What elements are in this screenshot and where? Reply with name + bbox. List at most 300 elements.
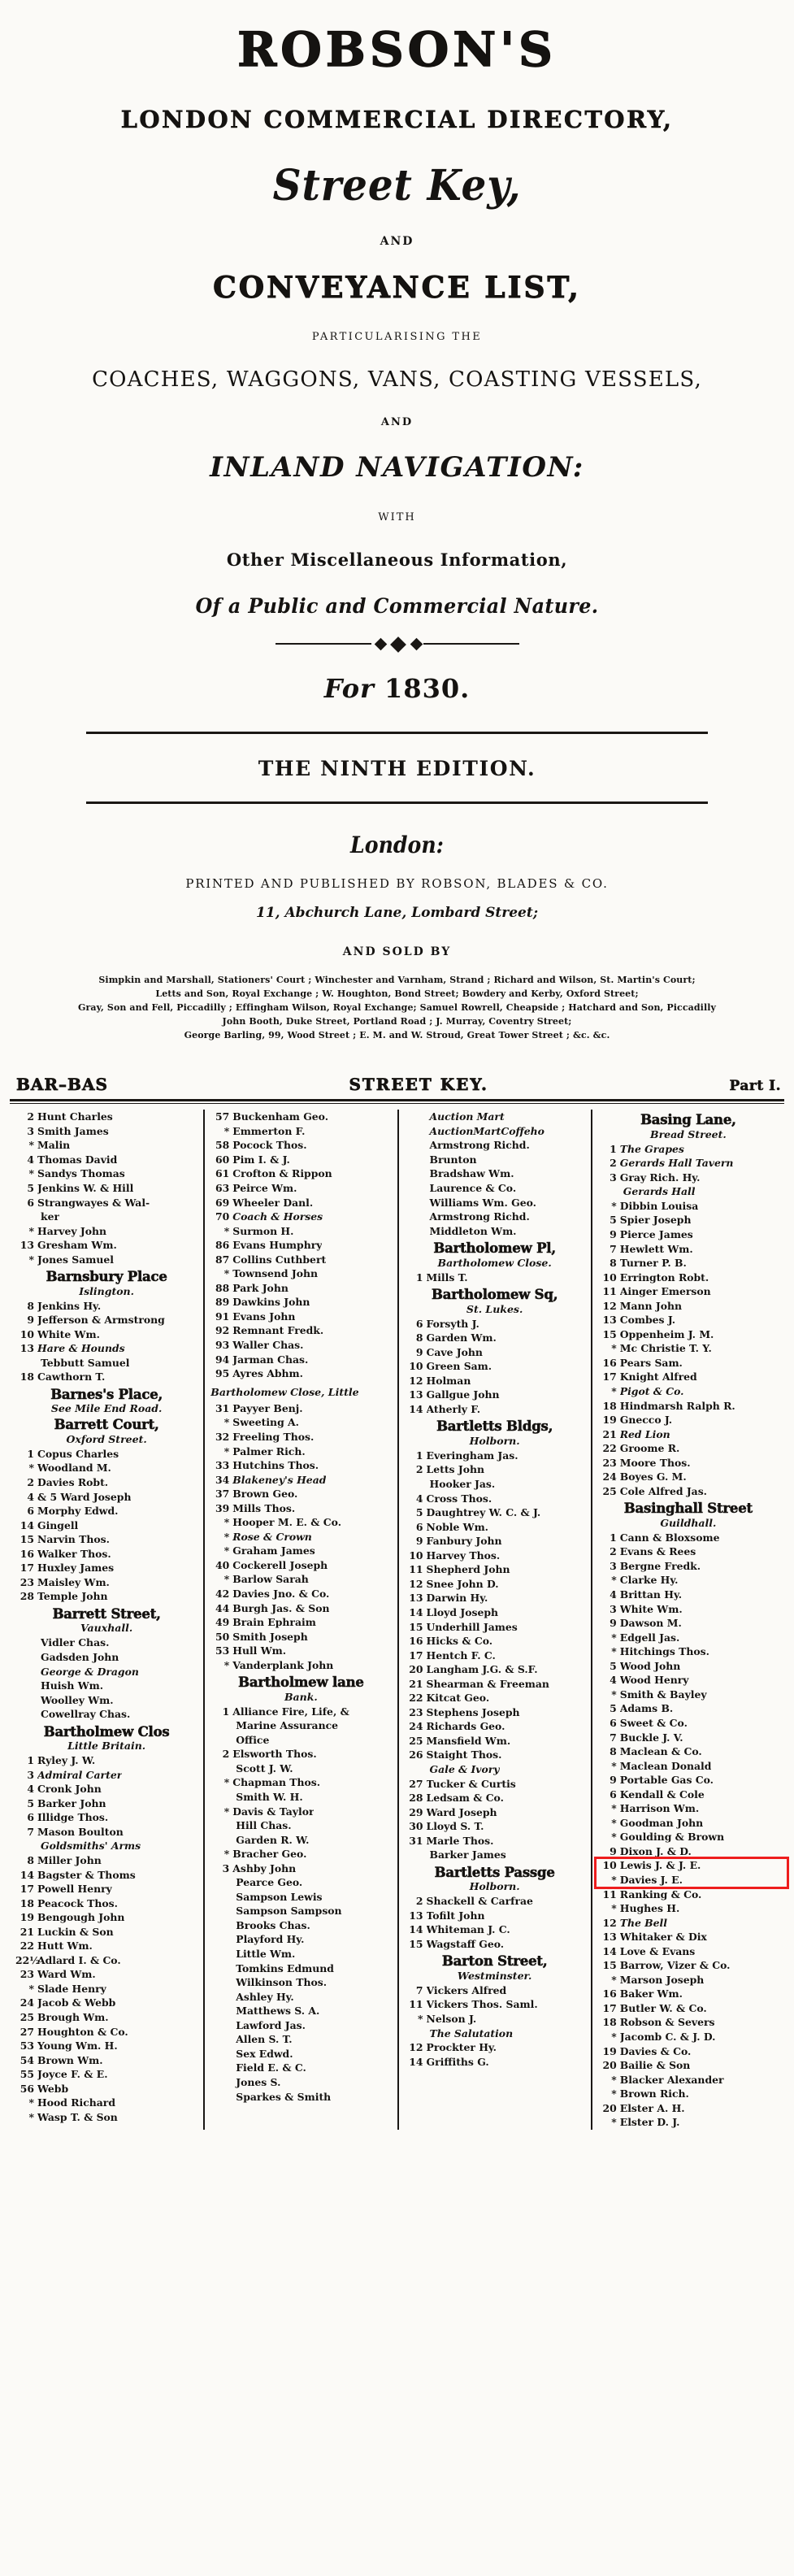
entry-number: 14 xyxy=(20,1518,34,1531)
entry-number: 5 xyxy=(27,1796,34,1809)
entry-number: 7 xyxy=(610,1731,617,1744)
entry-number xyxy=(210,2090,232,2105)
directory-entry xyxy=(598,1631,779,1645)
directory-entry xyxy=(405,1534,585,1549)
entry-name: Tomkins Edmund xyxy=(236,1961,334,1974)
entry-name: Middleton Wm. xyxy=(429,1224,517,1237)
entry-number: 60 xyxy=(215,1153,230,1166)
entry-number: 6 xyxy=(610,1716,617,1729)
entry-number: 18 xyxy=(602,2016,617,2029)
entry-number xyxy=(405,1848,427,1862)
entry-number: 6 xyxy=(415,1317,423,1330)
entry-name: Harvey John xyxy=(37,1224,107,1237)
entry-name: ker xyxy=(41,1210,59,1223)
directory-entry xyxy=(210,1733,391,1748)
directory-entry xyxy=(405,1719,585,1734)
entry-number: 5 xyxy=(610,1659,617,1672)
directory-entry xyxy=(15,1693,197,1708)
directory-entry xyxy=(405,1922,585,1937)
directory-entry xyxy=(405,1210,585,1224)
divider-rule-bottom xyxy=(86,801,708,804)
entry-number: 55 xyxy=(20,2068,34,2081)
street-subheading: See Mile End Road. xyxy=(50,1402,163,1415)
directory-entry xyxy=(405,1492,585,1506)
entry-number xyxy=(405,1153,427,1167)
entry-name: Elsworth Thos. xyxy=(232,1748,317,1761)
entry-number: 3 xyxy=(27,1768,34,1781)
directory-entry xyxy=(598,2073,779,2087)
entry-name: Elster D. J. xyxy=(619,2116,680,2129)
directory-entry xyxy=(598,1227,779,1242)
entry-name: Slade Henry xyxy=(37,1982,106,1995)
directory-entry xyxy=(15,1679,197,1693)
directory-entry xyxy=(598,1901,779,1916)
entry-name: Barker John xyxy=(37,1796,106,1809)
directory-entry xyxy=(405,1224,585,1239)
directory-entry xyxy=(210,1430,391,1444)
entry-name: Wood Henry xyxy=(619,1674,689,1687)
entry-number: 12 xyxy=(409,2041,423,2054)
entry-number: * xyxy=(223,1658,230,1671)
directory-entry xyxy=(15,1768,197,1783)
entry-name: Hicks & Co. xyxy=(426,1635,493,1648)
title-conveyance-list: CONVEYANCE LIST, xyxy=(213,271,581,305)
entry-name: Prockter Hy. xyxy=(426,2041,497,2054)
entry-name: Woodland M. xyxy=(37,1462,111,1475)
entry-number: 12 xyxy=(602,1916,617,1929)
entry-name: Adams B. xyxy=(619,1702,674,1715)
entry-number: 44 xyxy=(215,1601,230,1614)
directory-entry xyxy=(210,1138,391,1153)
directory-entry xyxy=(15,1356,197,1371)
entry-name: Fanbury John xyxy=(426,1535,502,1548)
directory-entry xyxy=(15,1124,197,1139)
entry-name: Snee John D. xyxy=(426,1577,499,1590)
directory-entry xyxy=(15,1839,197,1853)
entry-name: Hooper M. E. & Co. xyxy=(232,1516,342,1529)
entry-number: * xyxy=(223,1267,230,1280)
entry-number: 31 xyxy=(409,1834,423,1847)
entry-number: 5 xyxy=(610,1214,617,1227)
entry-number: 3 xyxy=(610,1559,617,1572)
entry-number: 27 xyxy=(409,1777,423,1790)
entry-name: Stephens Joseph xyxy=(426,1705,520,1718)
entry-name: Vanderplank John xyxy=(232,1658,334,1671)
entry-number: 9 xyxy=(610,1844,617,1857)
directory-entry xyxy=(15,1475,197,1490)
entry-name: Red Lion xyxy=(619,1427,670,1440)
entry-name: Sampson Sampson xyxy=(236,1905,342,1918)
directory-entry xyxy=(598,1944,779,1959)
directory-entry xyxy=(598,1602,779,1617)
entry-name: Daughtrey W. C. & J. xyxy=(426,1506,541,1519)
entry-name: Nelson J. xyxy=(426,2013,477,2026)
entry-number: 8 xyxy=(610,1745,617,1758)
entry-name: Hewlett Wm. xyxy=(619,1242,693,1255)
entry-name: Pierce James xyxy=(619,1227,693,1240)
street-subheading: Bread Street. xyxy=(650,1127,727,1140)
entry-name: Waller Chas. xyxy=(232,1338,304,1351)
directory-entry xyxy=(405,1662,585,1677)
street-heading: Bartholmew Clos xyxy=(43,1724,170,1740)
entry-number: * xyxy=(28,2096,34,2109)
entry-number: 92 xyxy=(215,1324,230,1337)
directory-entry xyxy=(405,1520,585,1535)
entry-name: Maclean & Co. xyxy=(619,1745,702,1758)
entry-name: Palmer Rich. xyxy=(232,1444,306,1457)
title-page xyxy=(0,0,794,1042)
directory-entry xyxy=(210,1487,391,1501)
entry-number: 6 xyxy=(610,1788,617,1801)
directory-entry xyxy=(15,1882,197,1896)
entry-number xyxy=(405,1110,427,1124)
directory-entry xyxy=(405,1762,585,1777)
directory-entry xyxy=(15,1636,197,1650)
entry-name: Burgh Jas. & Son xyxy=(232,1601,330,1614)
entry-number: * xyxy=(418,2013,423,2026)
entry-number: 7 xyxy=(610,1242,617,1255)
entry-number: * xyxy=(223,1516,230,1529)
directory-entry xyxy=(598,1441,779,1456)
directory-entry xyxy=(405,1477,585,1492)
entry-name: Brittan Hy. xyxy=(619,1588,683,1601)
entry-number: 2 xyxy=(222,1748,230,1761)
directory-entry xyxy=(598,1384,779,1399)
directory-entry xyxy=(210,2047,391,2061)
directory-entry xyxy=(210,2075,391,2090)
entry-name: Illidge Thos. xyxy=(37,1811,109,1824)
entry-name: Jones S. xyxy=(236,2075,281,2088)
entry-name: Mills T. xyxy=(426,1271,468,1284)
entry-name: Wilkinson Thos. xyxy=(236,1976,328,1989)
entry-number: 3 xyxy=(222,1861,230,1874)
entry-name: Kendall & Cole xyxy=(619,1788,705,1801)
entry-name: Buckenham Geo. xyxy=(232,1110,329,1123)
directory-entry xyxy=(598,1716,779,1731)
entry-name: Collins Cuthbert xyxy=(232,1253,327,1266)
entry-number: 24 xyxy=(602,1470,617,1483)
entry-number: * xyxy=(611,1385,617,1397)
entry-number: * xyxy=(611,1831,617,1844)
directory-entry xyxy=(15,1753,197,1768)
directory-entry xyxy=(210,1718,391,1733)
entry-name: Wheeler Danl. xyxy=(232,1196,314,1209)
directory-entry xyxy=(15,1238,197,1253)
directory-entry xyxy=(598,1788,779,1802)
directory-entry xyxy=(598,1156,779,1171)
entry-name: Love & Evans xyxy=(619,1944,696,1957)
entry-name: Gallgue John xyxy=(426,1388,500,1401)
entry-name: Ledsam & Co. xyxy=(426,1792,504,1805)
entry-number xyxy=(15,1636,37,1650)
entry-number: 9 xyxy=(415,1345,423,1358)
street-subheading: Little Britain. xyxy=(67,1740,146,1753)
directory-entry xyxy=(598,1171,779,1185)
directory-entry xyxy=(210,2032,391,2047)
entry-number xyxy=(15,1707,37,1722)
directory-entry xyxy=(405,1649,585,1663)
entry-number: 37 xyxy=(215,1488,230,1501)
entry-number: 13 xyxy=(602,1314,617,1327)
entry-number: 17 xyxy=(20,1883,34,1896)
entry-number: 56 xyxy=(20,2082,34,2095)
entry-number: 34 xyxy=(215,1473,230,1486)
directory-entry xyxy=(598,1531,779,1545)
entry-name: Everingham Jas. xyxy=(426,1449,518,1462)
entry-name: Garden R. W. xyxy=(236,1833,310,1846)
entry-number: 23 xyxy=(409,1705,423,1718)
entry-number: 9 xyxy=(610,1227,617,1240)
entry-name: Remnant Fredk. xyxy=(232,1324,324,1337)
directory-entry xyxy=(405,1605,585,1620)
entry-name: Williams Wm. Geo. xyxy=(429,1196,536,1209)
directory-entry xyxy=(598,1559,779,1574)
entry-number: 25 xyxy=(409,1734,423,1747)
entry-number: 32 xyxy=(215,1430,230,1443)
entry-number: * xyxy=(611,1631,617,1644)
directory-entry xyxy=(405,1153,585,1167)
entry-name: Pim I. & J. xyxy=(232,1153,290,1166)
entry-number: * xyxy=(611,1759,617,1772)
entry-number xyxy=(405,1762,427,1777)
directory-section xyxy=(0,1075,794,2138)
entry-number: 8 xyxy=(610,1257,617,1270)
directory-entry xyxy=(15,1825,197,1840)
directory-entry xyxy=(598,1987,779,2001)
directory-entry xyxy=(598,2001,779,2016)
entry-name: Armstrong Richd. xyxy=(429,1210,530,1223)
entry-name: Edgell Jas. xyxy=(619,1631,680,1644)
entry-name: Mills Thos. xyxy=(232,1501,296,1514)
directory-entry xyxy=(598,1544,779,1559)
directory-entry xyxy=(210,1918,391,1933)
entry-number xyxy=(405,1477,427,1492)
entry-number: 8 xyxy=(415,1331,423,1344)
directory-entry xyxy=(15,1504,197,1518)
entry-number xyxy=(15,1693,37,1708)
entry-name: Young Wm. H. xyxy=(37,2040,118,2053)
entry-number: 49 xyxy=(215,1616,230,1629)
entry-name: Gerards Hall Tavern xyxy=(619,1157,734,1170)
directory-entry xyxy=(15,1210,197,1224)
title-for-prefix: For xyxy=(323,673,375,704)
entry-name: Cave John xyxy=(426,1345,483,1358)
entry-number xyxy=(210,1761,232,1776)
directory-entry xyxy=(210,1501,391,1516)
directory-entry xyxy=(210,2090,391,2105)
entry-name: Goldsmiths' Arms xyxy=(41,1840,141,1853)
entry-number xyxy=(15,1210,37,1224)
entry-number: 15 xyxy=(602,1327,617,1340)
directory-entry xyxy=(598,1284,779,1299)
entry-name: Wasp T. & Son xyxy=(37,2110,118,2123)
directory-entry xyxy=(15,2039,197,2053)
directory-entry xyxy=(598,1858,779,1873)
directory-entry xyxy=(598,1731,779,1745)
directory-entry xyxy=(210,1530,391,1544)
entry-number xyxy=(405,1196,427,1210)
entry-name: Houghton & Co. xyxy=(37,2025,128,2038)
entry-name: Smith James xyxy=(37,1124,109,1137)
entry-number: 61 xyxy=(215,1167,230,1180)
directory-entry xyxy=(405,1402,585,1417)
directory-entry xyxy=(210,1238,391,1253)
title-of-a-public-nature: Of a Public and Commercial Nature. xyxy=(195,594,599,618)
directory-entry xyxy=(15,1518,197,1533)
entry-name: Ward Joseph xyxy=(426,1805,497,1818)
entry-number: * xyxy=(223,1848,230,1861)
entry-number: 23 xyxy=(20,1575,34,1588)
directory-entry xyxy=(210,1210,391,1224)
entry-name: Mansfield Wm. xyxy=(426,1734,511,1747)
entry-name: Crofton & Rippon xyxy=(232,1167,332,1180)
directory-entry xyxy=(15,1707,197,1722)
entry-name: Dixon J. & D. xyxy=(619,1844,692,1857)
entry-name: Evans & Rees xyxy=(619,1545,696,1558)
entry-number: 16 xyxy=(602,1987,617,2000)
entry-name: Wood John xyxy=(619,1659,681,1672)
entry-name: Walker Thos. xyxy=(37,1547,111,1560)
entry-name: Armstrong Richd. xyxy=(429,1139,530,1152)
directory-entry xyxy=(598,1456,779,1470)
entry-number: 20 xyxy=(602,2059,617,2072)
entry-number: * xyxy=(611,1873,617,1886)
entry-name: Brown Rich. xyxy=(619,2087,689,2100)
entry-name: Adlard I. & Co. xyxy=(37,1953,121,1966)
entry-name: Ashby John xyxy=(232,1861,297,1874)
entry-number: 28 xyxy=(409,1792,423,1805)
directory-entry xyxy=(598,1759,779,1774)
entry-number: * xyxy=(28,1253,34,1266)
directory-entry xyxy=(598,2058,779,2073)
entry-name: Coach & Horses xyxy=(232,1210,323,1223)
entry-number: 22 xyxy=(20,1940,34,1953)
entry-number: 31 xyxy=(215,1401,230,1414)
entry-name: Hentch F. C. xyxy=(426,1649,496,1662)
entry-name: Dibbin Louisa xyxy=(619,1199,699,1212)
entry-number: 9 xyxy=(610,1774,617,1787)
entry-name: Boyes G. M. xyxy=(619,1470,687,1483)
entry-name: Knight Alfred xyxy=(619,1371,697,1384)
entry-name: Whiteman J. C. xyxy=(426,1923,510,1936)
entry-name: Ryley J. W. xyxy=(37,1754,96,1767)
directory-entry xyxy=(210,1473,391,1488)
entry-number xyxy=(210,2075,232,2090)
entry-name: Lawford Jas. xyxy=(236,2018,306,2031)
entry-name: Sparkes & Smith xyxy=(236,2090,332,2103)
entry-number: 14 xyxy=(409,1605,423,1618)
entry-number: 11 xyxy=(409,1563,423,1576)
title-coaches-line: COACHES, WAGGONS, VANS, COASTING VESSELS, xyxy=(92,367,702,392)
entry-number: * xyxy=(611,1199,617,1212)
directory-entry xyxy=(598,1399,779,1414)
entry-number: 2 xyxy=(610,1545,617,1558)
entry-number: 17 xyxy=(602,1371,617,1384)
entry-number: 11 xyxy=(602,1285,617,1298)
entry-number xyxy=(210,1818,232,1833)
entry-number: * xyxy=(611,1342,617,1355)
entry-number: 58 xyxy=(215,1139,230,1152)
directory-entry xyxy=(598,1958,779,1973)
directory-entry xyxy=(210,1544,391,1558)
entry-name: Brain Ephraim xyxy=(232,1616,316,1629)
directory-entry xyxy=(210,1323,391,1338)
directory-entry xyxy=(405,1819,585,1834)
directory-entry xyxy=(405,2040,585,2055)
entry-number xyxy=(405,1166,427,1181)
directory-entry xyxy=(598,1773,779,1788)
entry-name: Narvin Thos. xyxy=(37,1533,110,1546)
street-subheading: Oxford Street. xyxy=(66,1432,147,1445)
entry-name: Chapman Thos. xyxy=(232,1776,321,1789)
entry-name: Morphy Edwd. xyxy=(37,1505,119,1518)
entry-number: 15 xyxy=(20,1533,34,1546)
entry-number: 23 xyxy=(602,1456,617,1469)
directory-entry xyxy=(15,1138,197,1153)
directory-entry xyxy=(210,2004,391,2018)
entry-name: Jones Samuel xyxy=(37,1253,114,1266)
directory-entry xyxy=(405,1110,585,1124)
entry-number xyxy=(405,1138,427,1153)
entry-number: 2 xyxy=(27,1476,34,1489)
entry-name: Vidler Chas. xyxy=(41,1636,110,1649)
entry-number: 93 xyxy=(215,1338,230,1351)
entry-name: Powell Henry xyxy=(37,1883,112,1896)
entry-name: Tofilt John xyxy=(426,1909,485,1922)
entry-name: Davis & Taylor xyxy=(232,1805,315,1818)
entry-number: 13 xyxy=(409,1592,423,1605)
entry-number xyxy=(210,1790,232,1805)
directory-entry xyxy=(598,1413,779,1427)
directory-entry xyxy=(210,1196,391,1210)
directory-entry xyxy=(405,1388,585,1402)
entry-name: Dawson M. xyxy=(619,1617,682,1630)
entry-name: Kitcat Geo. xyxy=(426,1692,490,1705)
imprint-london: London: xyxy=(350,832,444,858)
entry-number: 18 xyxy=(20,1371,34,1384)
entry-number: 19 xyxy=(602,2044,617,2057)
entry-name: Garden Wm. xyxy=(426,1331,497,1344)
entry-name: Atherly F. xyxy=(426,1402,481,1415)
seller-line: George Barling, 99, Wood Street ; E. M. and W. Stroud, Great Tower Street ; &c. &c. xyxy=(184,1030,610,1041)
directory-rule-thin xyxy=(10,1103,784,1104)
title-and-first: AND xyxy=(380,235,414,248)
directory-entry xyxy=(15,1650,197,1665)
entry-name: Noble Wm. xyxy=(426,1520,488,1533)
directory-running-head xyxy=(7,1075,787,1094)
entry-name: Park John xyxy=(232,1281,289,1294)
entry-number: 20 xyxy=(409,1663,423,1676)
entry-number: * xyxy=(223,1224,230,1237)
directory-entry xyxy=(405,1777,585,1792)
title-ninth-edition: THE NINTH EDITION. xyxy=(258,757,536,780)
entry-name: Darwin Hy. xyxy=(426,1592,488,1605)
entry-number: 12 xyxy=(602,1299,617,1312)
directory-entry xyxy=(598,1873,779,1887)
entry-name: Turner P. B. xyxy=(619,1257,687,1270)
directory-entry xyxy=(598,1688,779,1702)
directory-entry xyxy=(598,1242,779,1257)
entry-number: 87 xyxy=(215,1253,230,1266)
entry-name: Underhill James xyxy=(426,1620,518,1633)
directory-entry xyxy=(598,1588,779,1602)
directory-entry xyxy=(210,1587,391,1601)
entry-name: Smith W. H. xyxy=(236,1791,303,1804)
directory-entry xyxy=(210,1444,391,1459)
entry-name: Pearce Geo. xyxy=(236,1876,303,1889)
directory-entry xyxy=(598,2044,779,2059)
directory-entry xyxy=(15,1166,197,1181)
